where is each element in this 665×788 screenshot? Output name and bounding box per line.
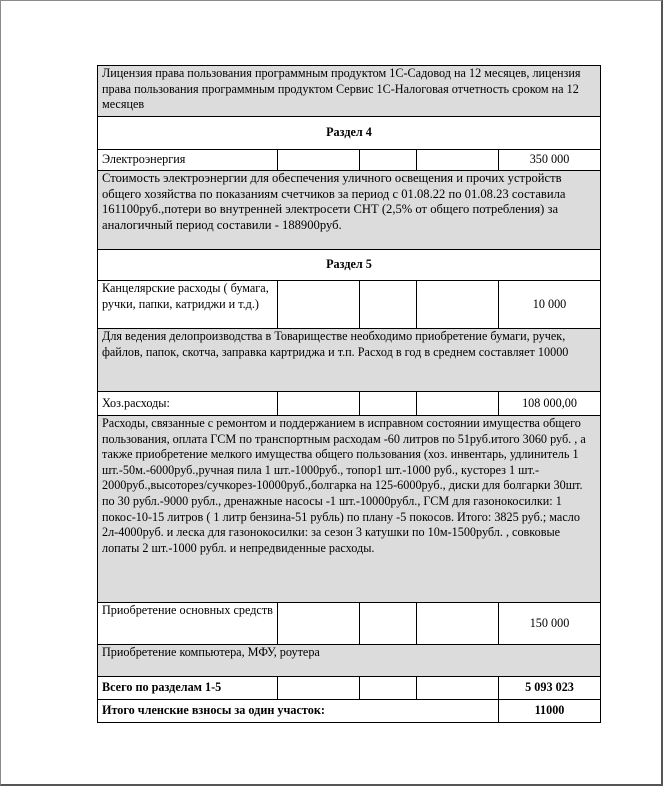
total-fee-amount: 11000 xyxy=(499,700,601,723)
fixed-assets-row xyxy=(98,603,601,645)
electricity-row xyxy=(98,150,601,171)
office-cell-empty xyxy=(360,281,417,329)
total-cell-empty xyxy=(417,677,499,700)
total-cell-empty xyxy=(278,677,360,700)
office-description-row xyxy=(98,329,601,392)
total-fee-label: Итого членские взносы за один участок: xyxy=(98,700,499,723)
household-expenses-label: Хоз.расходы: xyxy=(98,392,278,416)
fixed-assets-description-row xyxy=(98,645,601,677)
total-sections-label: Всего по разделам 1-5 xyxy=(98,677,278,700)
office-expenses-row xyxy=(98,281,601,329)
fixed-assets-cell-empty xyxy=(278,603,360,645)
license-description-row xyxy=(98,66,601,117)
fixed-assets-cell-empty xyxy=(417,603,499,645)
section-5-header-row xyxy=(98,250,601,281)
fixed-assets-amount: 150 000 xyxy=(499,603,601,645)
total-cell-empty xyxy=(360,677,417,700)
budget-table xyxy=(97,65,601,723)
office-description: Для ведения делопроизводства в Товариществе необходимо приобретение бумаги, ручек, файлов, папок, скотча, заправка картриджа и т.п. Расход в год в среднем составляет 10000 xyxy=(98,329,601,392)
electricity-cell-empty xyxy=(360,150,417,171)
total-fee-row xyxy=(98,700,601,723)
household-description: Расходы, связанные с ремонтом и поддержанием в исправном состоянии имущества общего пользования, оплата ГСМ по транспортным расходам -60 литров по 51руб.итого 3060 руб. , а также приобретение мелкого имущества общего пользования (хоз. инвентарь, удлинитель 1 шт.-50м.-6000руб.,ручная пила 1 шт.-1000руб., топор1 шт.-1000 руб., кусторез 1 шт.- 2000руб.,высоторез/сучкорез-10000руб.,болгарка на 125-6000руб., диски для болгарки 30шт. по 30 рубл.-9000 рубл., дренажные насосы -1 шт.-10000рубл., ГСМ для газонокосилки: 1 покос-10-15 литров ( 1 литр бензина-51 рубль) по плану -5 покосов. Итого: 3825 руб.; масло 2л-4000руб. и леска для газонокосилки: за сезон 3 катушки по 10м-1500рубл. , совковые лопаты 2 шт.-1000 рубл. и непредвиденные расходы. xyxy=(98,416,601,603)
electricity-description: Стоимость электроэнергии для обеспечения уличного освещения и прочих устройств общего хозяйства по показаниям счетчиков за период с 01.08.22 по 01.08.23 составила 161100руб.,потери во внутренней электросети СНТ (2,5% от общего потребления) за аналогичный период составили - 188900руб. xyxy=(98,171,601,250)
electricity-cell-empty xyxy=(417,150,499,171)
electricity-cell-empty xyxy=(278,150,360,171)
section-4-title: Раздел 4 xyxy=(98,117,601,150)
office-cell-empty xyxy=(417,281,499,329)
household-cell-empty xyxy=(417,392,499,416)
electricity-amount: 350 000 xyxy=(499,150,601,171)
license-description: Лицензия права пользования программным продуктом 1С-Садовод на 12 месяцев, лицензия права пользования программным продуктом Сервис 1С-Налоговая отчетность сроком на 12 месяцев xyxy=(98,66,601,117)
section-4-header-row xyxy=(98,117,601,150)
household-cell-empty xyxy=(278,392,360,416)
total-sections-row xyxy=(98,677,601,700)
household-cell-empty xyxy=(360,392,417,416)
fixed-assets-label: Приобретение основных средств xyxy=(98,603,278,645)
office-expenses-amount: 10 000 xyxy=(499,281,601,329)
household-expenses-row xyxy=(98,392,601,416)
office-expenses-label: Канцелярские расходы ( бумага, ручки, папки, катриджи и т.д.) xyxy=(98,281,278,329)
household-description-row xyxy=(98,416,601,603)
fixed-assets-description: Приобретение компьютера, МФУ, роутера xyxy=(98,645,601,677)
fixed-assets-cell-empty xyxy=(360,603,417,645)
office-cell-empty xyxy=(278,281,360,329)
total-sections-amount: 5 093 023 xyxy=(499,677,601,700)
section-5-title: Раздел 5 xyxy=(98,250,601,281)
electricity-description-row xyxy=(98,171,601,250)
household-expenses-amount: 108 000,00 xyxy=(499,392,601,416)
electricity-label: Электроэнергия xyxy=(98,150,278,171)
